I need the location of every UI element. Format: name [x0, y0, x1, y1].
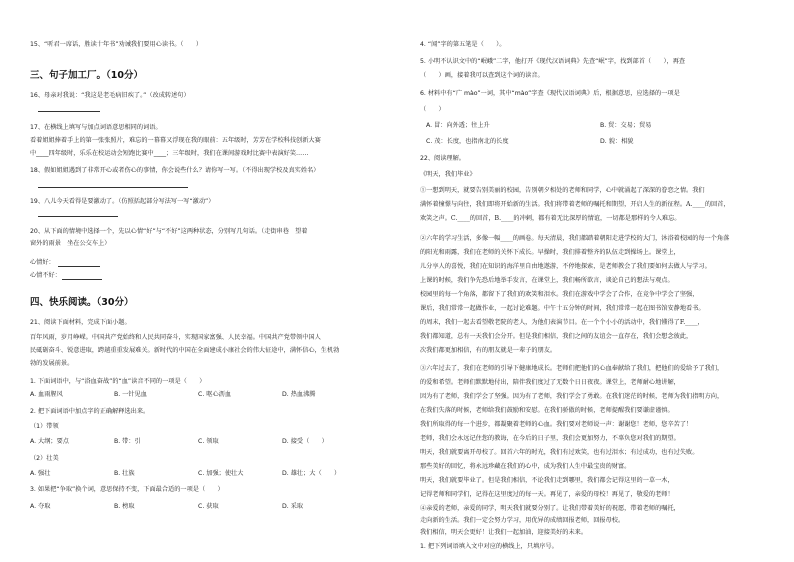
passage-title: 《明天，我们毕业》: [420, 171, 476, 178]
question-15: 15、“听君一席话，胜读十年书”劝诫我们要用心读书。（ ）: [30, 41, 203, 48]
sub2-2-option-a[interactable]: A. 强壮: [30, 470, 51, 477]
para2-line-2: 的阳光和雨露，我们在老师的关怀下成长。早操时，我们排着整齐的队伍走到操场上。课堂上，: [420, 249, 680, 256]
para3-line-8: 那些美好的回忆，将永远珍藏在我们的心中，成为我们人生中最宝贵的财富。: [420, 463, 631, 470]
answer-line-16[interactable]: [38, 111, 100, 112]
para3-line-1: ③六年过去了，我们在老师的引导下健康地成长。老师们把他们的心血奉献给了我们，把他们的爱给予了我们，: [420, 365, 724, 372]
sub2-1-option-c[interactable]: C. 领取: [198, 438, 219, 445]
question-18: 18、假如姐姐遇到了非常开心或者伤心的事情，你会说些什么？请你写一写。（不得出现学校及真实姓名）: [30, 167, 320, 174]
question-5-line-1: 5. 小明不认识文中的“岷峨”二字，他打开《现代汉语词典》先查“岷”字，找到部首（ ），再查: [420, 58, 686, 65]
question-22-sub-1: 1. 把下列词语填入文中对应的横线上，只填序号。: [420, 543, 558, 550]
para2-line-5: 校园里的每一个角落，都留下了我们的欢笑和泪水。我们在游戏中学会了合作，在竞争中学会了坚强，: [420, 291, 699, 298]
para2-line-7: 的周末，我们一起去看望敬老院的老人，为他们表演节目。在一个个小小的活动中，我们懂得了F.____，: [420, 319, 704, 326]
question-5-line-2: （ ）画，接着我可以查到这个词的读音。: [420, 72, 544, 79]
para3-line-5: 我们所取得的每一个进步，都凝聚着老师的心血。我们要对老师说一声：谢谢您！老师，您辛苦了！: [420, 421, 693, 428]
para2-line-4: 上课的时候，我们争先恐后地举手发言，在课堂上，我们畅所欲言，谈论自己的想法与观点。: [420, 277, 674, 284]
q6-option-d[interactable]: D. 貌：相貌: [600, 138, 634, 145]
sub1-option-a[interactable]: A. 血雨腥风: [30, 391, 63, 398]
question-21: 21、阅读下面材料，完成下面小题。: [30, 319, 131, 326]
q6-option-c[interactable]: C. 茂：长度，也指南北的长度: [426, 138, 509, 145]
para3-line-7: 明天，我们就要离开母校了。回首六年的时光，我们有过欢笑，也有过泪水；有过成功，也有过失败。: [420, 449, 699, 456]
sub-question-3: 3. 如果把“争取”换个词，意思保持不变，下面最合适的一项是（ ）: [30, 486, 224, 493]
para2-line-3: 儿分享人的喜悦，我们在知识的海洋里自由地遨游，不停地探索，是老师教会了我们要如何去做人与学习。: [420, 263, 711, 270]
q6-option-b[interactable]: B. 贸：交易；贸易: [600, 122, 652, 129]
passage-line-3: 勃的发展前景。: [30, 360, 74, 367]
sub1-option-c[interactable]: C. 呕心沥血: [198, 391, 232, 398]
mood-bad-line[interactable]: [62, 279, 102, 280]
sub-question-2: 2. 把下面词语中加点字的正确解释选出来。: [30, 408, 150, 415]
question-4: 4. “闻”字的第五笔是（ ）。: [420, 41, 506, 48]
para3-line-9: 明天，我们就要毕业了。但是我们相信，不论我们走到哪里，我们都会记得这里的一草一木，: [420, 477, 674, 484]
question-17-prompt: 17、在横线上填写与加点词语意思相同的词语。: [30, 124, 162, 131]
passage-line-1: 百年风雨，岁月峥嵘。中国共产党始终和人民共同奋斗，实现国家富强、人民幸福。中国共产党带领中国人: [30, 334, 321, 341]
para2-line-8: 我们都知道，总有一天我们会分开。但是我们相信，我们之间的友谊会一直存在，我们会想念彼此，: [420, 333, 693, 340]
sub2-2-option-b[interactable]: B. 壮族: [114, 470, 135, 477]
question-20-line-2: 窗外的雨景 坐在公交车上）: [30, 240, 111, 247]
para1-line-3: 欢笑之声。C.____的回首，B.____的冲刺，都有着无比深厚的情谊，一切都是那样的令人难忘。: [420, 215, 681, 222]
section-3-title: 三、句子加工厂。（10分）: [30, 70, 143, 81]
para3-line-3: 因为有了老师，我们学会了坚强。因为有了老师，我们学会了勇敢。在我们迷茫的时候，老师为我们指明方向，: [420, 393, 724, 400]
sub3-option-d[interactable]: D. 采取: [282, 503, 304, 510]
para4-line-3: 我们相信，明天会更好！让我们一起加油，迎接美好的未来。: [420, 529, 588, 536]
sub2-2-option-d[interactable]: D. 雄壮；大（ ）: [282, 470, 341, 477]
sub2-1-option-b[interactable]: B. 带：引: [114, 438, 141, 445]
right-column: [420, 0, 770, 562]
para4-line-1: ④亲爱的老师，亲爱的同学，明天我们就要分别了。让我们带着美好的祝愿，带着老师的嘱托，: [420, 505, 680, 512]
question-17-text-1: 看着姐姐捧着手上的第一张张照片，难忘的一幕幕又浮现在我的眼前：五年级时，芳芳在学校科技创新大赛: [30, 137, 321, 144]
para1-line-1: ①一想到明天，就要告别美丽的校园，告别朝夕相处的老师和同学，心中就涌起了深深的眷恋之情。我们: [420, 187, 705, 194]
question-20-line-1: 20、从下面的情境中选择一个，先以心情“好”与“不好”这两种状态，分别写几句话。（走街串巷 望着: [30, 228, 308, 235]
question-19: 19、八儿今天看得是要激动了。（仿照括起部分写法写一写“激动”）: [30, 198, 215, 205]
mood-good-label: 心情好：: [30, 259, 55, 266]
para1-line-2: 满怀着憧憬与向往，我们即将开始新的生活。我们将带着老师的嘱托和期望，开启人生的新征程。A.____的回首，: [420, 201, 730, 208]
sub2-1-option-d[interactable]: D. 接受（ ）: [282, 438, 328, 445]
para3-line-10: 记得老师和同学们，记得在这里度过的每一天。再见了，亲爱的母校！再见了，敬爱的老师！: [420, 491, 674, 498]
sub1-option-d[interactable]: D. 热血沸腾: [282, 391, 316, 398]
question-22: 22、阅读理解。: [420, 155, 465, 162]
para3-line-2: 的爱和希望。老师们默默地付出，陪伴我们度过了无数个日日夜夜。课堂上，老师耐心地讲解，: [420, 379, 680, 386]
para3-line-6: 老师，我们会永远记住您的教诲，在今后的日子里，我们会更加努力，不辜负您对我们的期望。: [420, 435, 680, 442]
sub2-1-option-a[interactable]: A. 大纲；要点: [30, 438, 69, 445]
sub2-2-option-c[interactable]: C. 加强；使壮大: [198, 470, 244, 477]
question-6-paren: （ ）: [420, 106, 445, 113]
para4-line-2: 走向新的生活。我们一定会努力学习，用优异的成绩回报老师，回报母校。: [420, 517, 625, 524]
mood-good-line[interactable]: [58, 266, 100, 267]
question-16: 16、母亲对我说：“我这是老毛病旧疾了。”（改成转述句）: [30, 92, 190, 99]
sub3-option-c[interactable]: C. 获取: [198, 503, 219, 510]
passage-line-2: 民砥砺奋斗、锐意进取，跨越重重发展难关。新时代的中国在全面建成小康社会的伟大征途中，满怀信心，生机勃: [30, 347, 340, 354]
sub2-part-2: （2）壮美: [30, 455, 59, 462]
sub3-option-a[interactable]: A. 夺取: [30, 503, 51, 510]
sub1-option-b[interactable]: B. 一针见血: [114, 391, 147, 398]
left-column: [30, 0, 378, 562]
para2-line-6: 课后，我们常常一起做作业，一起讨论难题。中午十五分钟的时间，我们常常一起在图书馆安静地看书。: [420, 305, 705, 312]
para2-line-1: ②六年的学习生活，多像一幅____的画卷。每天清晨，我们都踏着朝阳走进学校的大门，沐浴着校园的每一个角落: [420, 235, 730, 242]
sub3-option-b[interactable]: B. 榜取: [114, 503, 135, 510]
sub2-part-1: （1）带领: [30, 423, 59, 430]
q6-option-a[interactable]: A. 冒：向外透；往上升: [426, 122, 490, 129]
mood-bad-label: 心情不好：: [30, 272, 61, 279]
sub-question-1: 1. 下面词语中，与“浴血奋战”的“血”读音不同的一项是（ ）: [30, 378, 206, 385]
answer-line-18[interactable]: [38, 187, 188, 188]
answer-line-19[interactable]: [38, 216, 118, 217]
section-4-title: 四、快乐阅读。（30分）: [30, 297, 134, 308]
question-17-text-2: 中____四年级时，乐乐在校运动会短跑比赛中____；三年级时，我们在课间游戏时比赛中表演好笑……: [30, 150, 309, 157]
question-6: 6. 材料中有“广 mào”一词，其中“mào”字查《现代汉语词典》后，根据意思，应选择的一项是: [420, 90, 680, 97]
para3-line-4: 在我们失落的时候，老师给我们鼓励和安慰。在我们骄傲的时候，老师提醒我们要谦虚谨慎。: [420, 407, 674, 414]
para2-line-9: 次我们都更加相信，有的朋友就是一辈子的朋友。: [420, 347, 557, 354]
